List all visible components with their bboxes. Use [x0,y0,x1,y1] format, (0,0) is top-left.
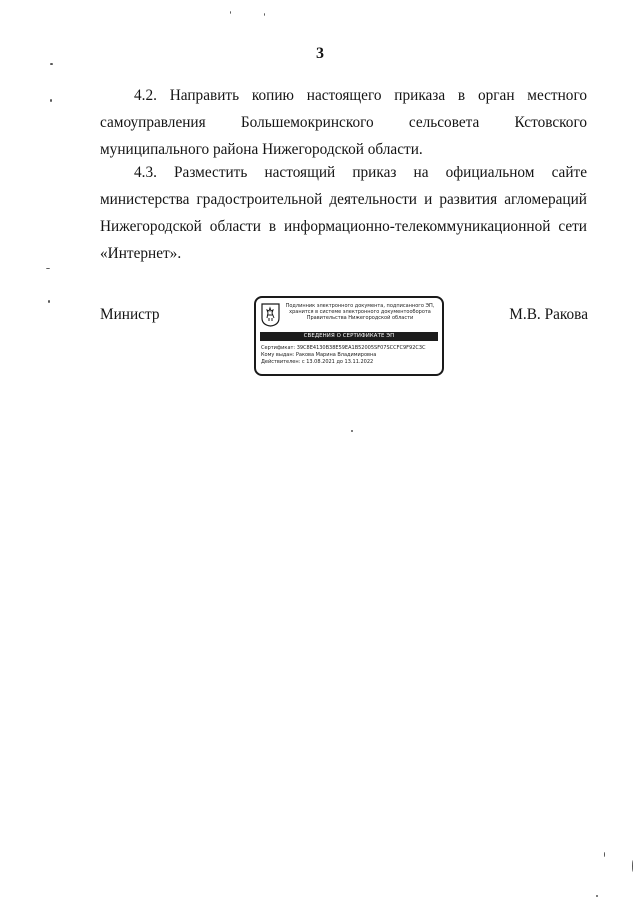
stamp-header-line: Подлинник электронного документа, подписанного ЭП, [285,303,435,309]
stamp-issued-to: Кому выдан: Ракова Марина Владимировна [261,351,377,358]
stamp-certificate-bar: СВЕДЕНИЯ О СЕРТИФИКАТЕ ЭП [260,332,438,341]
page-number: 3 [316,45,324,62]
scan-speck [351,430,353,432]
stamp-certificate-number: Сертификат: 39C8E4130B38E59EA1B52005SF07SCCFC9F92C3C [261,345,426,351]
scan-speck [50,63,53,65]
stamp-header-line: Правительства Нижегородской области [306,315,414,322]
scan-speck [48,300,50,303]
paragraph-4-3: 4.3. Разместить настоящий приказ на официальном сайте министерства градостроительной деятельности и развития агломераций Нижегородской области в информационно-телекоммуникационной сети «Интернет». [100,164,587,262]
stamp-header-line: хранится в системе электронного документооборота [289,309,431,316]
nizhny-novgorod-deer-emblem-icon [261,303,280,327]
scan-speck [604,852,605,857]
scan-speck [230,11,231,14]
signatory-name: М.В. Ракова [509,306,588,323]
scan-speck [46,268,50,269]
scan-speck [632,860,633,872]
scan-speck [264,13,265,16]
signatory-position: Министр [100,306,160,323]
paragraph-4-2: 4.2. Направить копию настоящего приказа в орган местного самоуправления Большемокринского сельсовета Кстовского муниципального района Нижегородской области. [100,87,587,158]
scan-speck [50,99,52,102]
stamp-certificate-details [261,345,439,365]
stamp-validity: Действителен: с 13.08.2021 до 13.11.2022 [261,358,374,365]
stamp-header [282,303,438,322]
electronic-signature-stamp [254,296,444,376]
scan-speck [596,895,598,897]
